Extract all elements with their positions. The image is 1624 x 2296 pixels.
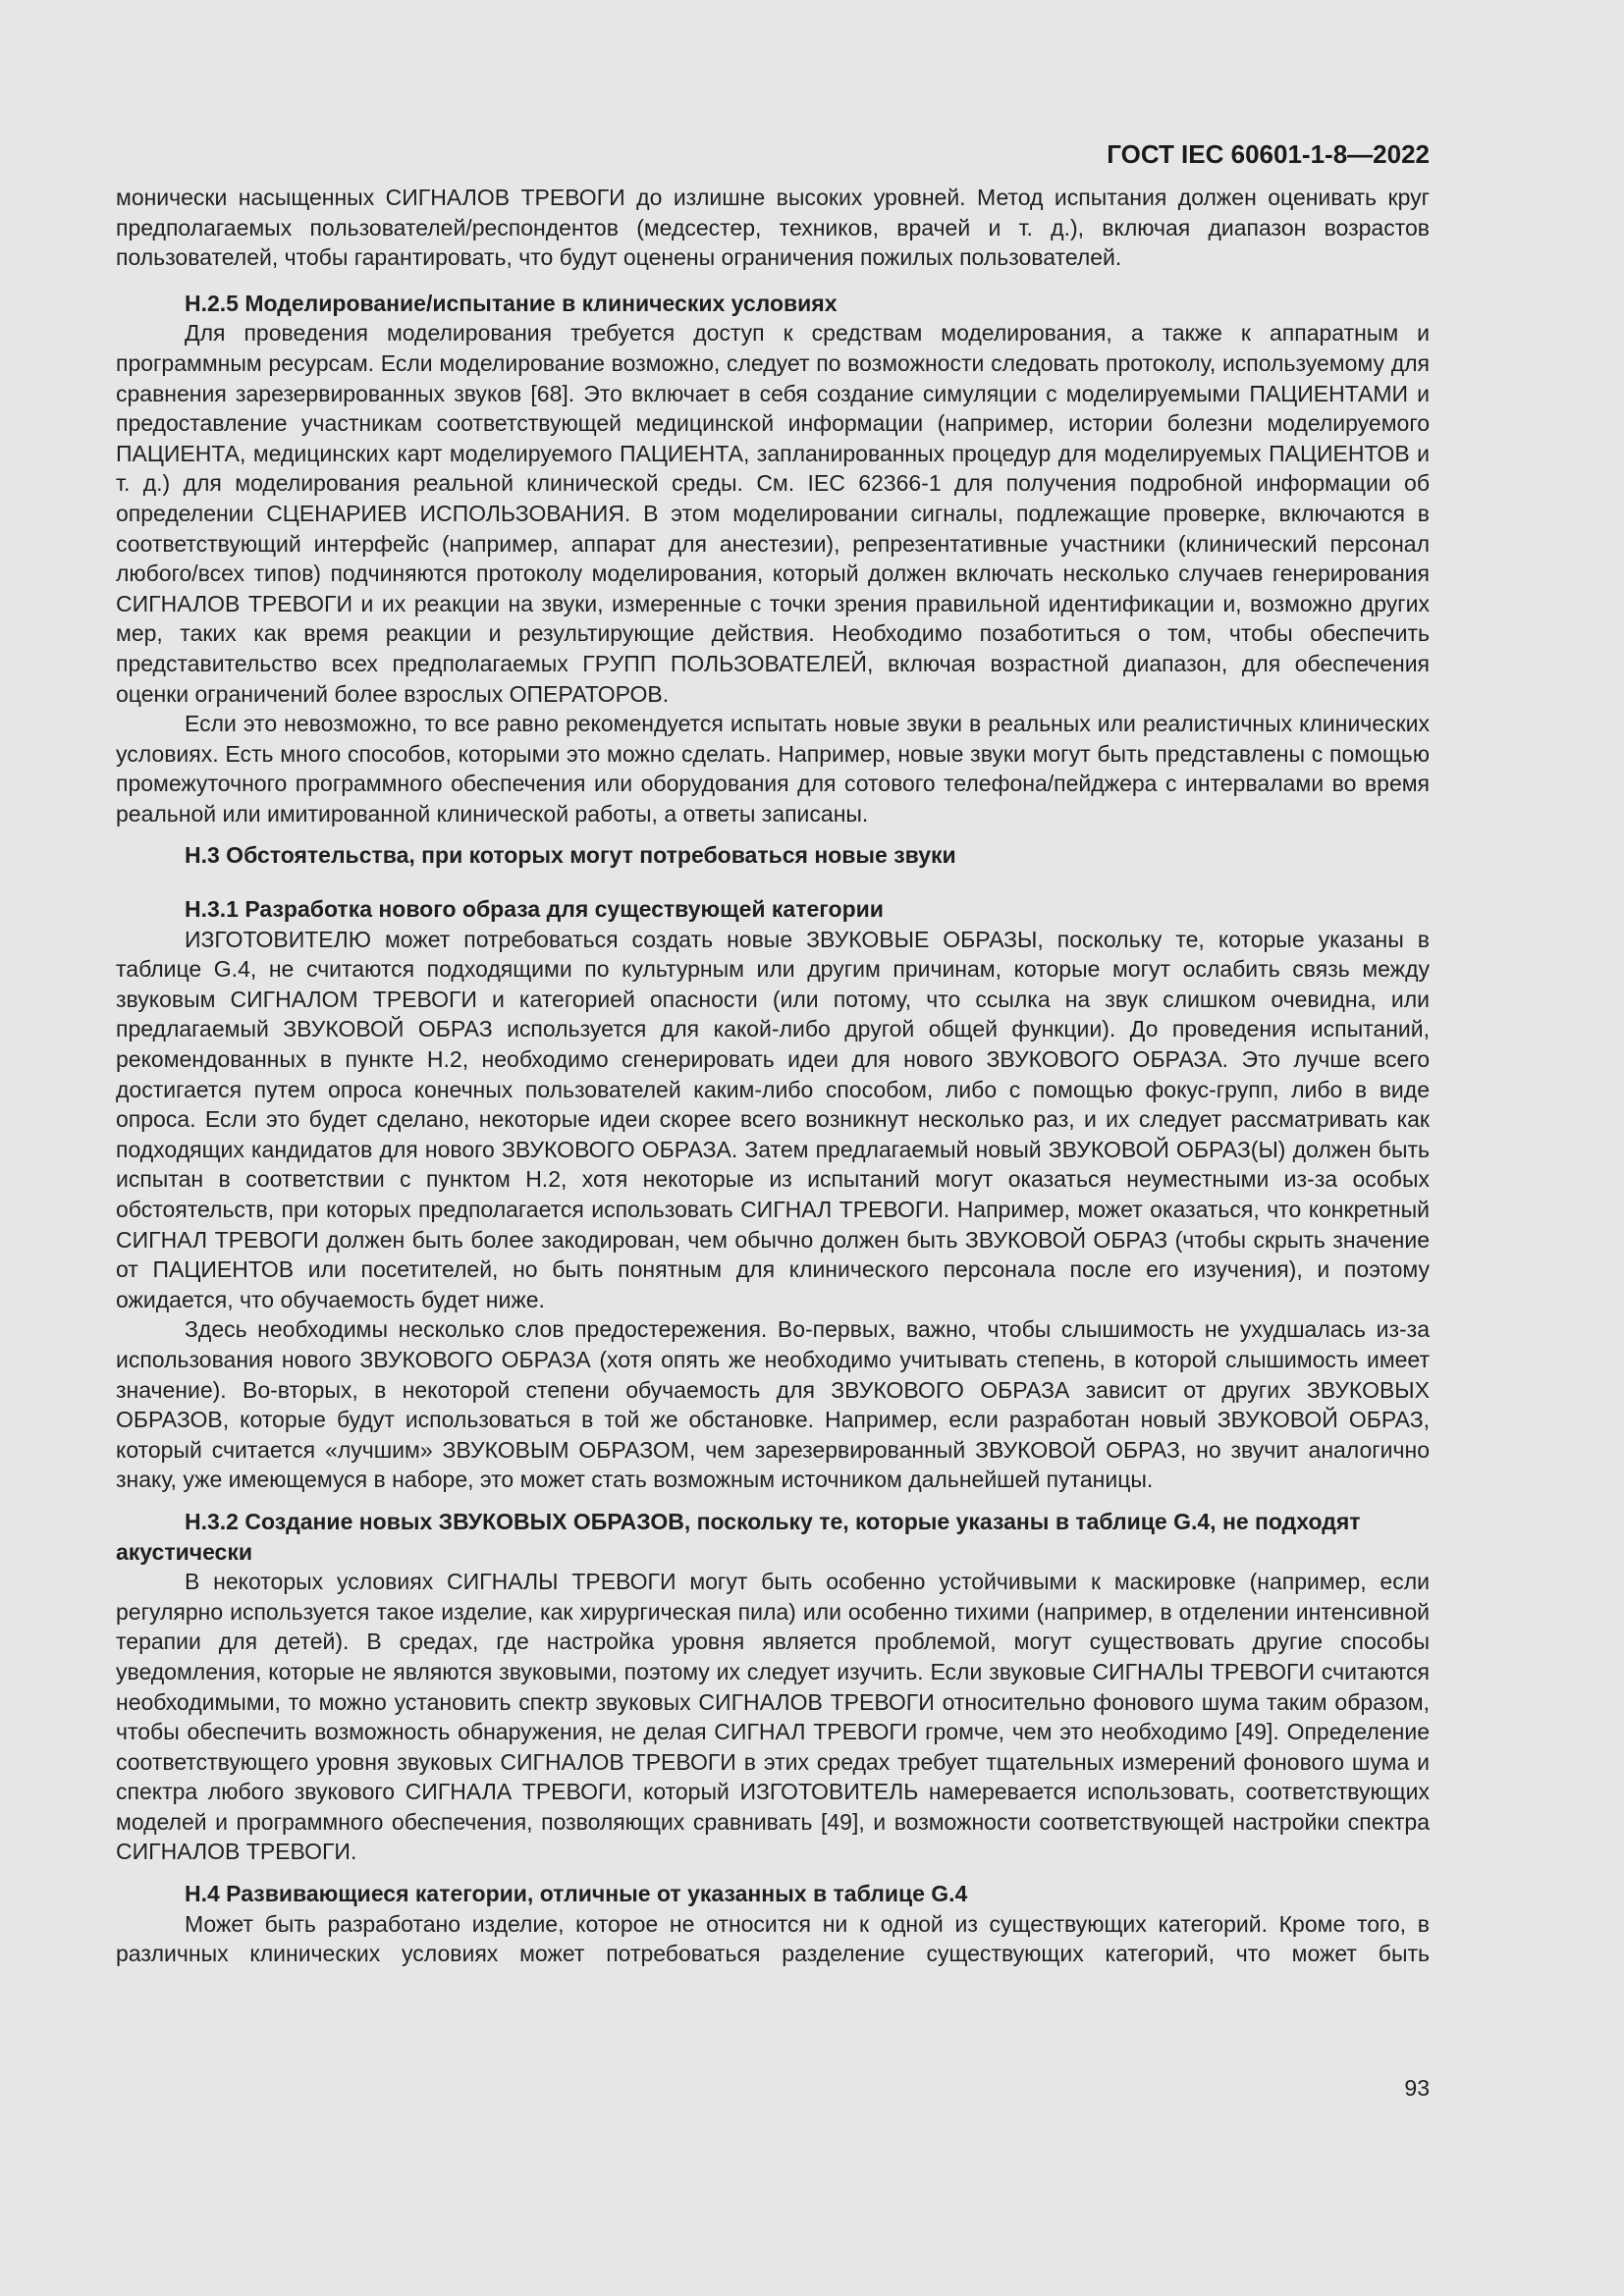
paragraph-h-2-5-a: Для проведения моделирования требуется доступ к средствам моделирования, а также к аппаратным и программным ресурсам. Если моделирование возможно, следует по возможности следовать протоколу, используемому для сравнения зарезервированных звуков [68]. Это включает в себя создание симуляции с моделируемыми ПАЦИЕНТАМИ и предоставление участникам соответствующей медицинской информации (например, истории болезни моделируемого ПАЦИЕНТА, медицинских карт моделируемого ПАЦИЕНТА, запланированных процедур для моделируемых ПАЦИЕНТОВ и т. д.) для моделирования реальной клинической среды. См. IEC 62366-1 для получения подробной информации об определении СЦЕНАРИЕВ ИСПОЛЬЗОВАНИЯ. В этом моделировании сигналы, подлежащие проверке, включаются в соответствующий интерфейс (например, аппарат для анестезии), репрезентативные участники (клинический персонал любого/всех типов) подчиняются протоколу моделирования, который должен включать несколько случаев генерирования СИГНАЛОВ ТРЕВОГИ и их реакции на звуки, измеренные с точки зрения правильной идентификации и, возможно других мер, таких как время реакции и результирующие действия. Необходимо позаботиться о том, чтобы обеспечить представительство всех предполагаемых ГРУПП ПОЛЬЗОВАТЕЛЕЙ, включая возрастной диапазон, для обеспечения оценки ограничений более взрослых ОПЕРАТОРОВ. [116,320,1430,707]
standard-header: ГОСТ IEC 60601-1-8—2022 [1107,139,1430,169]
heading-h-4: H.4 Развивающиеся категории, отличные от указанных в таблице G.4 [185,1881,968,1907]
paragraph-h-3-1-a: ИЗГОТОВИТЕЛЮ может потребоваться создать новые ЗВУКОВЫЕ ОБРАЗЫ, поскольку те, которые указаны в таблице G.4, не считаются подходящими по культурным или другим причинам, которые могут ослабить связь между звуковым СИГНАЛОМ ТРЕВОГИ и категорией опасности (или потому, что ссылка на звук слишком очевидна, или предлагаемый ЗВУКОВОЙ ОБРАЗ используется для какой-либо другой общей функции). До проведения испытаний, рекомендованных в пункте H.2, необходимо сгенерировать идеи для нового ЗВУКОВОГО ОБРАЗА. Это лучше всего достигается путем опроса конечных пользователей каким-либо способом, либо с помощью фокус-групп, либо в виде опроса. Если это будет сделано, некоторые идеи скорее всего возникнут несколько раз, и их следует рассматривать как подходящих кандидатов для нового ЗВУКОВОГО ОБРАЗА. Затем предлагаемый новый ЗВУКОВОЙ ОБРАЗ(Ы) должен быть испытан в соответствии с пунктом H.2, хотя некоторые из испытаний могут оказаться неуместными из-за особых обстоятельств, при которых предполагается использовать СИГНАЛ ТРЕВОГИ. Например, может оказаться, что конкретный СИГНАЛ ТРЕВОГИ должен быть более закодирован, чем обычно должен быть ЗВУКОВОЙ ОБРАЗ (чтобы скрыть значение от ПАЦИЕНТОВ или посетителей, но быть понятным для клинического персонала после его изучения), и поэтому ожидается, что обучаемость будет ниже. [116,926,1430,1312]
heading-h-2-5: H.2.5 Моделирование/испытание в клинических условиях [185,290,838,316]
paragraph-h-3-2: В некоторых условиях СИГНАЛЫ ТРЕВОГИ могут быть особенно устойчивыми к маскировке (например, если регулярно используется такое изделие, как хирургическая пила) или особенно тихими (например, в отделении интенсивной терапии для детей). В средах, где настройка уровня является проблемой, могут существовать другие способы уведомления, которые не являются звуковыми, поэтому их следует изучить. Если звуковые СИГНАЛЫ ТРЕВОГИ считаются необходимыми, то можно установить спектр звуковых СИГНАЛОВ ТРЕВОГИ относительно фонового шума таким образом, чтобы обеспечить возможность обнаружения, не делая СИГНАЛ ТРЕВОГИ громче, чем это необходимо [49]. Определение соответствующего уровня звуковых СИГНАЛОВ ТРЕВОГИ в этих средах требует тщательных измерений фонового шума и спектра любого звукового СИГНАЛА ТРЕВОГИ, который ИЗГОТОВИТЕЛЬ намеревается использовать, соответствующих моделей и программного обеспечения, позволяющих сравнивать [49], и возможности соответствующей настройки спектра СИГНАЛОВ ТРЕВОГИ. [116,1569,1430,1865]
page-number: 93 [1404,2075,1430,2101]
heading-h-3-1: H.3.1 Разработка нового образа для существующей категории [185,896,884,923]
paragraph-h-3-1-b: Здесь необходимы несколько слов предостережения. Во-первых, важно, чтобы слышимость не ухудшалась из-за использования нового ЗВУКОВОГО ОБРАЗА (хотя опять же необходимо учитывать степень, в которой слышимость имеет значение). Во-вторых, в некоторой степени обучаемость для ЗВУКОВОГО ОБРАЗА зависит от других ЗВУКОВЫХ ОБРАЗОВ, которые будут использоваться в той же обстановке. Например, если разработан новый ЗВУКОВОЙ ОБРАЗ, который считается «лучшим» ЗВУКОВЫМ ОБРАЗОМ, чем зарезервированный ЗВУКОВОЙ ОБРАЗ, но звучит аналогично знаку, уже имеющемуся в наборе, это может стать возможным источником дальнейшей путаницы. [116,1316,1430,1493]
paragraph-h-2-5-b: Если это невозможно, то все равно рекомендуется испытать новые звуки в реальных или реалистичных клинических условиях. Есть много способов, которыми это можно сделать. Например, новые звуки могут быть представлены с помощью промежуточного программного обеспечения или оборудования для сотового телефона/пейджера с интервалами во время реальной или имитированной клинической работы, а ответы записаны. [116,711,1430,827]
paragraph-intro: монически насыщенных СИГНАЛОВ ТРЕВОГИ до излишне высоких уровней. Метод испытания должен оценивать круг предполагаемых пользователей/респондентов (медсестер, техников, врачей и т. д.), включая диапазон возрастов пользователей, чтобы гарантировать, что будут оценены ограничения пожилых пользователей. [116,185,1430,271]
heading-h-3: H.3 Обстоятельства, при которых могут потребоваться новые звуки [185,842,956,869]
heading-h-3-2: H.3.2 Создание новых ЗВУКОВЫХ ОБРАЗОВ, поскольку те, которые указаны в таблице G.4, не подходят акустически [116,1508,1361,1565]
document-page [116,137,1430,1969]
paragraph-h-4: Может быть разработано изделие, которое не относится ни к одной из существующих категорий. Кроме того, в различных клинических условиях может потребоваться разделение существующих категорий, что может быть [116,1910,1430,1967]
